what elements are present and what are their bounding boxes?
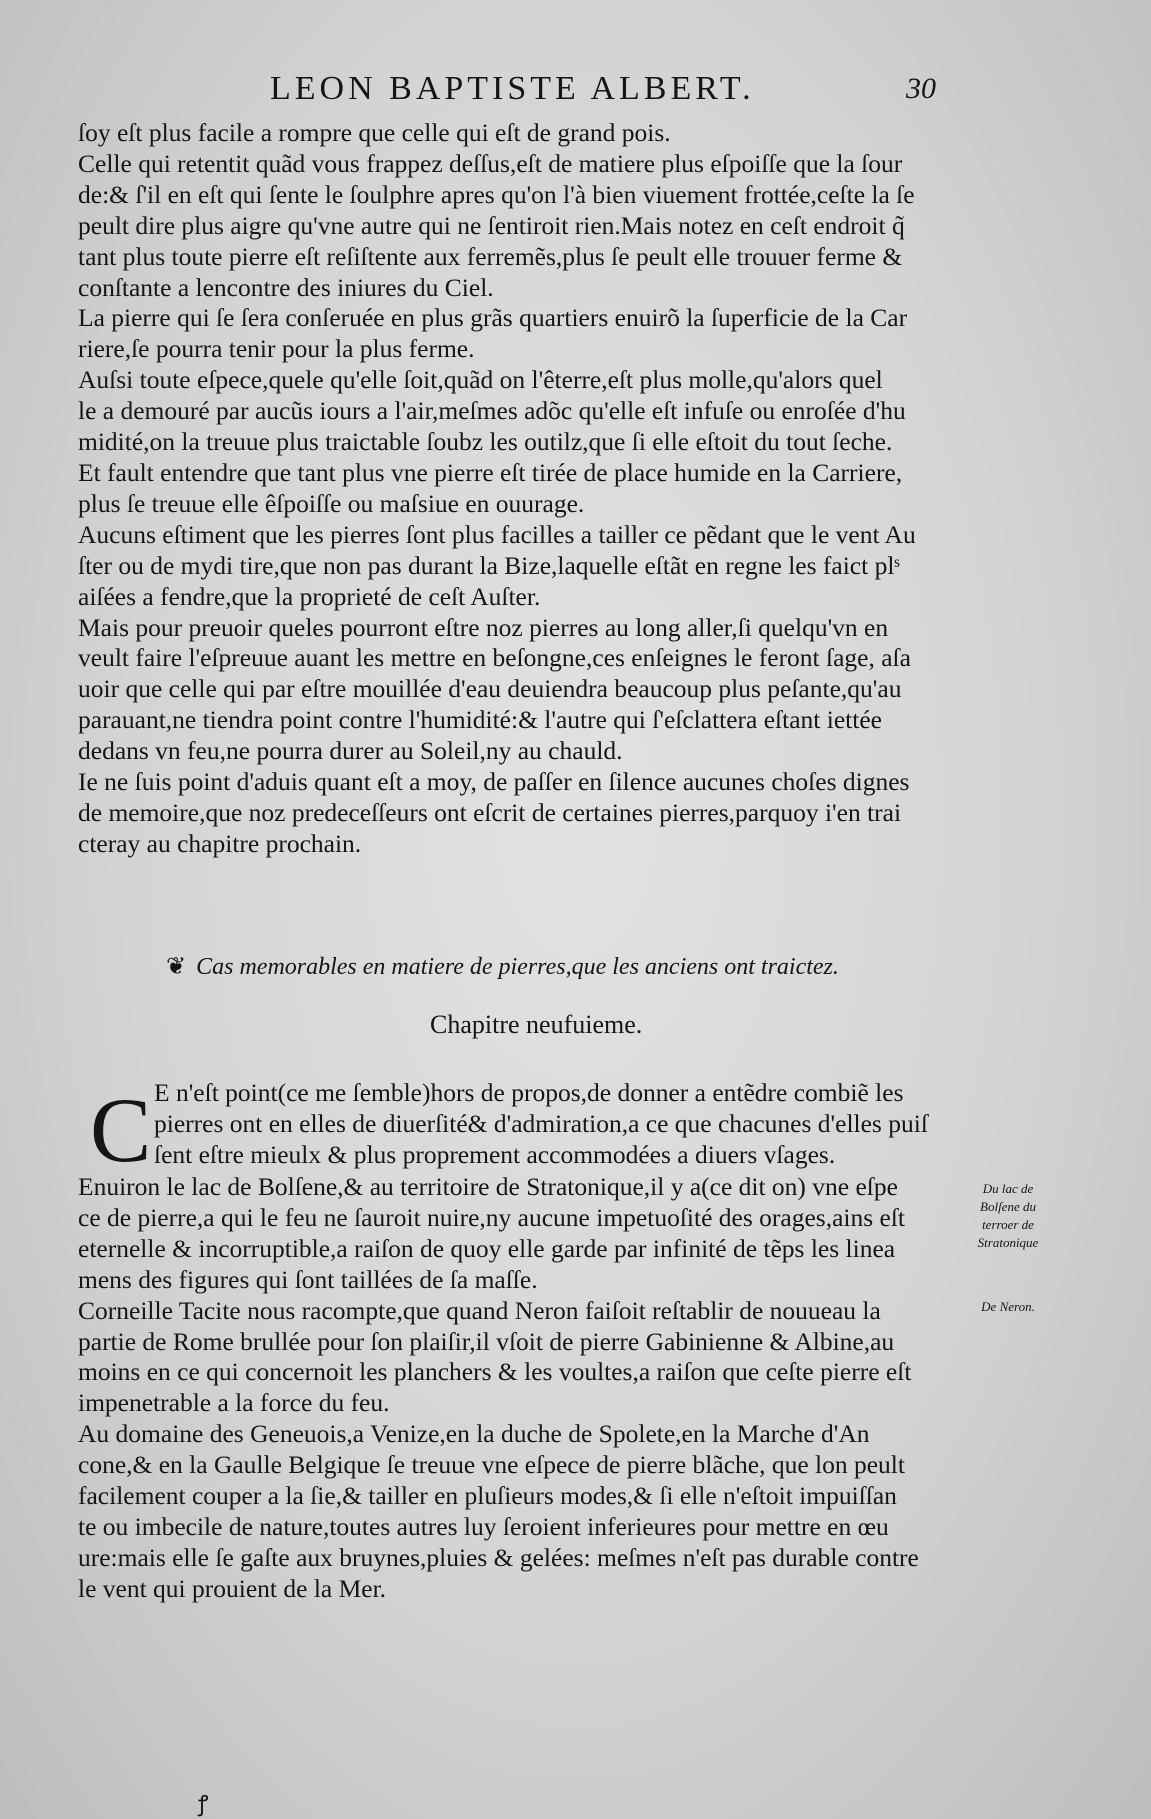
text-line: impenetrable a la force du feu. [78, 1388, 390, 1418]
text-line: veult faire l'eſpreuue auant les mettre en beſongne,ces enſeignes le feront ſage, aſa [78, 643, 911, 673]
text-line: de memoire,que noz predeceſſeurs ont eſcrit de certaines pierres,parquoy i'en trai [78, 797, 902, 827]
text-line: facilement couper a la ſie,& tailler en pluſieurs modes,& ſi elle n'eſtoit impuiſſan [78, 1481, 897, 1511]
text-line: aiſées a fendre,que la proprieté de ceſt Auſter. [78, 581, 541, 611]
text-line: ſoy eſt plus facile a rompre que celle qui eſt de grand pois. [78, 118, 671, 147]
text-block-3 [78, 1172, 958, 1605]
margin-note-neron: De Neron. [981, 1299, 1035, 1314]
text-line: cteray au chapitre prochain. [78, 828, 362, 858]
text-line: Celle qui retentit quãd vous frappez deſſus,eſt de matiere plus eſpoiſſe que la ſour [78, 148, 903, 178]
text-line: le vent qui prouient de la Mer. [78, 1573, 387, 1603]
text-line: parauant,ne tiendra point contre l'humidité:& l'autre qui ſ'eſclattera eſtant iettée [78, 705, 882, 735]
folio-number: 30 [906, 72, 936, 105]
drop-initial: C [90, 1079, 152, 1181]
fleuron-icon: ❦ [166, 954, 187, 980]
text-line: Corneille Tacite nous racompte,que quand Neron faiſoit reſtablir de nouueau la [78, 1295, 881, 1325]
text-line: La pierre qui ſe ſera conſeruée en plus grãs quartiers enuirõ la ſuperficie de la Car [78, 303, 908, 333]
text-line: moins en ce qui concernoit les planchers & les voultes,a raiſon que ceſte pierre eſt [78, 1357, 912, 1387]
chapter-title: Chapitre neufuieme. [430, 1010, 643, 1039]
section-heading [166, 952, 839, 981]
text-line: mens des figures qui ſont taillées de ſa maſſe. [78, 1264, 538, 1294]
text-line: Et fault entendre que tant plus vne pierre eſt tirée de place humide en la Carriere, [78, 457, 903, 487]
section-heading-text: Cas memorables en matiere de pierres,que les anciens ont traictez. [196, 954, 839, 980]
text-line: Au domaine des Geneuois,a Venize,en la duche de Spolete,en la Marche d'An [78, 1419, 870, 1449]
text-line: cone,& en la Gaulle Belgique ſe treuue vne eſpece de pierre blãche, que lon peult [78, 1450, 905, 1480]
text-line: ſent eſtre mieulx & plus proprement accommodées a diuers vſages. [154, 1139, 836, 1169]
text-line: uoir que celle qui par eſtre mouillée d'eau deuiendra beaucoup plus peſante,qu'au [78, 674, 902, 704]
text-line: le a demouré par aucũs iours a l'air,meſmes adõc qu'elle eſt infuſe ou enroſée d'hu [78, 396, 906, 426]
margin-note-lake: Du lac de Bolſene du terroer de Stratonique [977, 1181, 1039, 1250]
text-line: de:& ſ'il en eſt qui ſente le ſoulphre apres qu'on l'à bien viuement frottée,ceſte la ſe [78, 179, 915, 209]
text-block-2 [154, 1078, 964, 1171]
text-line: pierres ont en elles de diuerſité& d'admiration,a ce que chacunes d'elles puiſ [154, 1108, 928, 1138]
running-head [0, 70, 1151, 110]
text-line: ce de pierre,a qui le feu ne ſauroit nuire,ny aucune impetuoſité des orages,ains eſt [78, 1202, 906, 1232]
text-line: Auſsi toute eſpece,quele qu'elle ſoit,quãd on l'êterre,eſt plus molle,qu'alors quel [78, 365, 883, 395]
text-block-1 [78, 118, 958, 860]
text-line: partie de Rome brullée pour ſon plaiſir,il vſoit de pierre Gabinienne & Albine,au [78, 1326, 895, 1356]
text-line: riere,ſe pourra tenir pour la plus ferme. [78, 334, 475, 364]
text-line: peult dire plus aigre qu'vne autre qui ne ſentiroit rien.Mais notez en ceſt endroit q̃ [78, 210, 905, 240]
text-line: te ou imbecile de nature,toutes autres luy ſeroient inferieures pour mettre en œu [78, 1511, 889, 1541]
text-line: dedans vn feu,ne pourra durer au Soleil,ny au chauld. [78, 736, 623, 766]
text-line: Mais pour preuoir queles pourront eſtre noz pierres au long aller,ſi quelqu'vn en [78, 612, 889, 642]
text-line: ure:mais elle ſe gaſte aux bruynes,pluies & gelées: meſmes n'eſt pas durable contre [78, 1542, 919, 1572]
text-line: Ie ne ſuis point d'aduis quant eſt a moy, de paſſer en ſilence aucunes choſes dignes [78, 767, 910, 797]
text-line: plus ſe treuue elle êſpoiſſe ou maſsiue en ouurage. [78, 488, 585, 518]
text-line: ſter ou de mydi tire,que non pas durant la Bize,laquelle eſtãt en regne les faict plˢ [78, 550, 900, 580]
catchword: ꝭ [198, 1791, 209, 1816]
running-title: LEON BAPTISTE ALBERT. [270, 70, 755, 107]
text-line: Aucuns eſtiment que les pierres ſont plus facilles a tailler ce pẽdant que le vent Au [78, 519, 916, 549]
text-line: tant plus toute pierre eſt reſiſtente aux ferremẽs,plus ſe peult elle trouuer ferme & [78, 241, 903, 271]
text-line: E n'eſt point(ce me ſemble)hors de propos,de donner a entẽdre combiẽ les [154, 1078, 904, 1107]
text-line: conſtante a lencontre des iniures du Ciel. [78, 272, 494, 302]
text-line: eternelle & incorruptible,a raiſon de quoy elle garde par infinité de tẽps les linea [78, 1233, 896, 1263]
text-line: Enuiron le lac de Bolſene,& au territoire de Stratonique,il y a(ce dit on) vne eſpe [78, 1172, 898, 1201]
text-line: midité,on la treuue plus traictable ſoubz les outilz,que ſi elle eſtoit du tout ſeche. [78, 427, 893, 457]
